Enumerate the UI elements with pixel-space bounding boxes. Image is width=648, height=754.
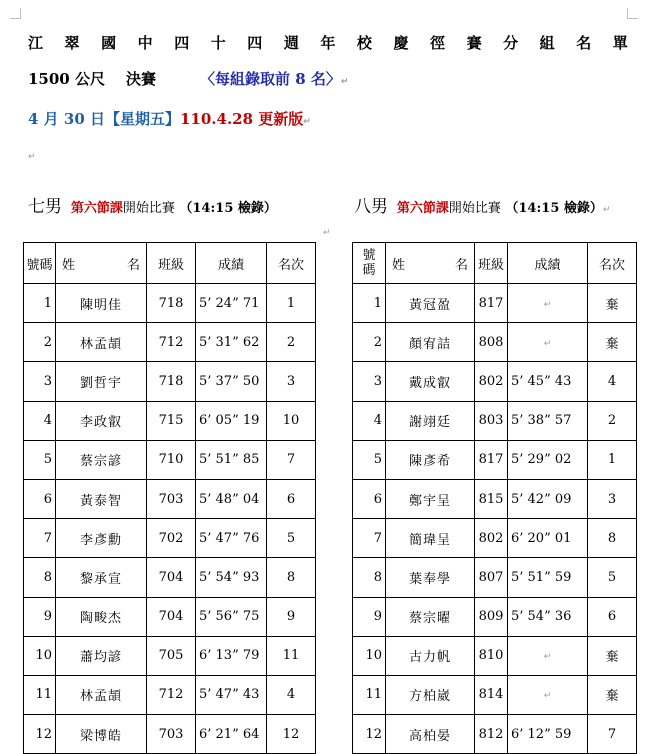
cell-name: 李彥勳: [56, 519, 147, 558]
table-row: [353, 362, 637, 401]
cell-score: 6’ 13” 79: [196, 636, 267, 675]
group-period: 第六節課: [70, 201, 123, 216]
cell-rank: 10: [267, 401, 316, 440]
group-name: 八男: [354, 197, 388, 217]
title-char: 十: [210, 34, 226, 52]
cell-score: 6’ 05” 19: [196, 401, 267, 440]
table-row: [353, 401, 637, 440]
table-row: [353, 479, 637, 518]
cell-name: 梁博皓: [56, 715, 147, 754]
cell-number: 7: [353, 519, 386, 558]
cell-number: 10: [353, 636, 386, 675]
cell-rank: 棄: [588, 636, 637, 675]
group-time: （14:15 檢錄）: [179, 201, 277, 216]
group-name: 七男: [28, 197, 62, 217]
cell-class: 715: [147, 401, 196, 440]
cell-class: 817: [475, 440, 508, 479]
title-char: 徑: [430, 34, 446, 52]
cell-score: 5’ 54” 36: [508, 597, 588, 636]
group-heading-8: [354, 192, 610, 217]
cell-class: 718: [147, 362, 196, 401]
paragraph-mark: ↵: [340, 77, 349, 87]
title-char: 週: [283, 34, 299, 52]
cell-rank: 11: [267, 636, 316, 675]
cell-number: 7: [24, 519, 56, 558]
cell-class: 815: [475, 479, 508, 518]
cell-rank: 6: [588, 597, 637, 636]
table-row: [24, 362, 316, 401]
header-name: 姓 名: [386, 243, 475, 284]
cell-name: 蔡宗諺: [56, 440, 147, 479]
cell-mark: ↵: [543, 652, 552, 663]
cell-score: 5’ 31” 62: [196, 323, 267, 362]
cell-number: 11: [24, 675, 56, 714]
cell-number: 2: [353, 323, 386, 362]
header-score: 成績: [196, 243, 267, 284]
paragraph-mark: ↵: [303, 117, 311, 127]
cell-number: 12: [24, 715, 56, 754]
cell-number: 8: [24, 558, 56, 597]
cell-score: 5’ 37” 50: [196, 362, 267, 401]
table-row: [353, 715, 637, 754]
cell-rank: 12: [267, 715, 316, 754]
cell-rank: 1: [267, 284, 316, 323]
cell-class: 810: [475, 636, 508, 675]
table-row: [24, 675, 316, 714]
header-number: 號碼: [24, 243, 56, 284]
group-start: 開始比賽: [122, 201, 175, 216]
table-row: [24, 597, 316, 636]
group-heading-7: [28, 192, 277, 217]
cell-class: 802: [475, 362, 508, 401]
cell-number: 5: [353, 440, 386, 479]
cell-number: 4: [24, 401, 56, 440]
title-char: 慶: [393, 34, 409, 52]
cell-class: 710: [147, 440, 196, 479]
header-rank: 名次: [588, 243, 637, 284]
header-score: 成績: [508, 243, 588, 284]
title-char: 中: [137, 34, 153, 52]
cell-name: 林孟頡: [56, 323, 147, 362]
cell-name: 陳彥希: [386, 440, 475, 479]
group-period: 第六節課: [396, 201, 449, 216]
cell-class: 718: [147, 284, 196, 323]
page-corner-mark: [10, 8, 21, 19]
cell-rank: 9: [267, 597, 316, 636]
cell-class: 808: [475, 323, 508, 362]
cell-rank: 棄: [588, 323, 637, 362]
title-char: 名: [576, 34, 592, 52]
page-corner-mark: [627, 8, 638, 19]
header-name: 姓 名: [56, 243, 147, 284]
cell-score: 5’ 51” 85: [196, 440, 267, 479]
results-table-grade8: [352, 242, 637, 754]
header-number: 號 碼: [353, 243, 386, 284]
cell-rank: 7: [588, 715, 637, 754]
cell-name: 方柏崴: [386, 675, 475, 714]
cell-name: 黃泰智: [56, 479, 147, 518]
cell-number: 9: [24, 597, 56, 636]
cell-class: 703: [147, 479, 196, 518]
paragraph-mark: ↵: [602, 205, 611, 215]
title-char: 四: [247, 34, 263, 52]
cell-rank: 7: [267, 440, 316, 479]
cell-name: 戴成叡: [386, 362, 475, 401]
cell-name: 林孟頡: [56, 675, 147, 714]
event-stage: 決賽: [126, 70, 157, 88]
cell-number: 1: [353, 284, 386, 323]
cell-name: 顏宥詰: [386, 323, 475, 362]
cell-rank: 3: [267, 362, 316, 401]
cell-score: 5’ 42” 09: [508, 479, 588, 518]
title-char: 單: [612, 34, 628, 52]
cell-rank: 棄: [588, 284, 637, 323]
table-header-row: [353, 243, 637, 284]
cell-number: 2: [24, 323, 56, 362]
event-name: 1500 公尺: [28, 70, 105, 88]
cell-score: 6’ 20” 01: [508, 519, 588, 558]
cell-name: 謝翊廷: [386, 401, 475, 440]
cell-rank: 棄: [588, 675, 637, 714]
cell-class: 807: [475, 558, 508, 597]
title-char: 組: [539, 34, 555, 52]
table-row: [24, 440, 316, 479]
cell-number: 9: [353, 597, 386, 636]
cell-score: 5’ 29” 02: [508, 440, 588, 479]
cell-rank: 3: [588, 479, 637, 518]
title-char: 校: [356, 34, 372, 52]
cell-score: 5’ 47” 43: [196, 675, 267, 714]
cell-name: 劉哲宇: [56, 362, 147, 401]
document-title: [28, 32, 628, 53]
cell-number: 6: [24, 479, 56, 518]
cell-number: 3: [353, 362, 386, 401]
table-row: [24, 479, 316, 518]
cell-number: 6: [353, 479, 386, 518]
table-row: [24, 519, 316, 558]
cell-name: 鄭宇呈: [386, 479, 475, 518]
update-version: 110.4.28 更新版: [179, 110, 304, 128]
title-char: 江: [28, 34, 44, 52]
date-line: [28, 108, 311, 129]
cell-class: 704: [147, 597, 196, 636]
cell-class: 703: [147, 715, 196, 754]
cell-score: 5’ 54” 93: [196, 558, 267, 597]
title-char: 賽: [466, 34, 482, 52]
table-row: [353, 675, 637, 714]
cell-name: 陶畯杰: [56, 597, 147, 636]
cell-class: 809: [475, 597, 508, 636]
cell-score: [508, 636, 588, 675]
cell-class: 712: [147, 675, 196, 714]
cell-class: 702: [147, 519, 196, 558]
cell-rank: 5: [588, 558, 637, 597]
cell-name: 葉奉學: [386, 558, 475, 597]
cell-number: 10: [24, 636, 56, 675]
table-row: [353, 440, 637, 479]
cell-rank: 8: [267, 558, 316, 597]
title-char: 四: [174, 34, 190, 52]
paragraph-mark: ↵: [28, 152, 36, 162]
cell-mark: ↵: [543, 338, 552, 349]
header-rank: 名次: [267, 243, 316, 284]
cell-class: 803: [475, 401, 508, 440]
title-char: 年: [320, 34, 336, 52]
table-row: [353, 597, 637, 636]
cell-name: 蕭均諺: [56, 636, 147, 675]
cell-mark: ↵: [543, 299, 552, 310]
cell-number: 4: [353, 401, 386, 440]
cell-rank: 2: [267, 323, 316, 362]
event-line: [28, 68, 348, 89]
qualify-note: 〈每組錄取前 8 名〉: [200, 70, 341, 88]
cell-rank: 2: [588, 401, 637, 440]
cell-name: 簡瑋呈: [386, 519, 475, 558]
table-row: [24, 284, 316, 323]
cell-score: 5’ 24” 71: [196, 284, 267, 323]
header-class: 班級: [475, 243, 508, 284]
cell-class: 817: [475, 284, 508, 323]
table-row: [24, 323, 316, 362]
cell-class: 802: [475, 519, 508, 558]
table-row: [24, 558, 316, 597]
cell-class: 712: [147, 323, 196, 362]
cell-name: 古力帆: [386, 636, 475, 675]
cell-rank: 4: [588, 362, 637, 401]
cell-score: 5’ 51” 59: [508, 558, 588, 597]
group-time: （14:15 檢錄）: [505, 201, 603, 216]
table-row: [353, 519, 637, 558]
cell-class: 705: [147, 636, 196, 675]
title-char: 國: [101, 34, 117, 52]
cell-name: 李政叡: [56, 401, 147, 440]
cell-rank: 6: [267, 479, 316, 518]
cell-number: 12: [353, 715, 386, 754]
cell-number: 5: [24, 440, 56, 479]
table-row: [353, 323, 637, 362]
cell-name: 黃冠盈: [386, 284, 475, 323]
cell-rank: 8: [588, 519, 637, 558]
cell-number: 1: [24, 284, 56, 323]
cell-score: [508, 675, 588, 714]
table-row: [353, 636, 637, 675]
table-row: [353, 284, 637, 323]
cell-mark: ↵: [543, 691, 552, 702]
table-header-row: [24, 243, 316, 284]
cell-score: 5’ 48” 04: [196, 479, 267, 518]
cell-rank: 1: [588, 440, 637, 479]
cell-name: 蔡宗曜: [386, 597, 475, 636]
results-table-grade7: [23, 242, 316, 754]
cell-number: 11: [353, 675, 386, 714]
cell-name: 黎承宣: [56, 558, 147, 597]
cell-number: 8: [353, 558, 386, 597]
cell-class: 812: [475, 715, 508, 754]
cell-name: 高柏晏: [386, 715, 475, 754]
table-row: [24, 636, 316, 675]
event-date: 4 月 30 日【星期五】: [28, 110, 180, 128]
cell-name: 陳明佳: [56, 284, 147, 323]
cell-class: 814: [475, 675, 508, 714]
cell-score: 5’ 45” 43: [508, 362, 588, 401]
cell-score: 6’ 21” 64: [196, 715, 267, 754]
cell-score: 5’ 56” 75: [196, 597, 267, 636]
paragraph-mark: ↵: [323, 228, 331, 238]
group-start: 開始比賽: [448, 201, 501, 216]
header-class: 班級: [147, 243, 196, 284]
table-row: [24, 401, 316, 440]
cell-number: 3: [24, 362, 56, 401]
title-char: 分: [503, 34, 519, 52]
table-row: [353, 558, 637, 597]
cell-class: 704: [147, 558, 196, 597]
cell-score: 5’ 38” 57: [508, 401, 588, 440]
title-char: 翠: [64, 34, 80, 52]
cell-score: 5’ 47” 76: [196, 519, 267, 558]
cell-score: [508, 323, 588, 362]
cell-score: [508, 284, 588, 323]
cell-rank: 4: [267, 675, 316, 714]
cell-rank: 5: [267, 519, 316, 558]
table-row: [24, 715, 316, 754]
cell-score: 6’ 12” 59: [508, 715, 588, 754]
